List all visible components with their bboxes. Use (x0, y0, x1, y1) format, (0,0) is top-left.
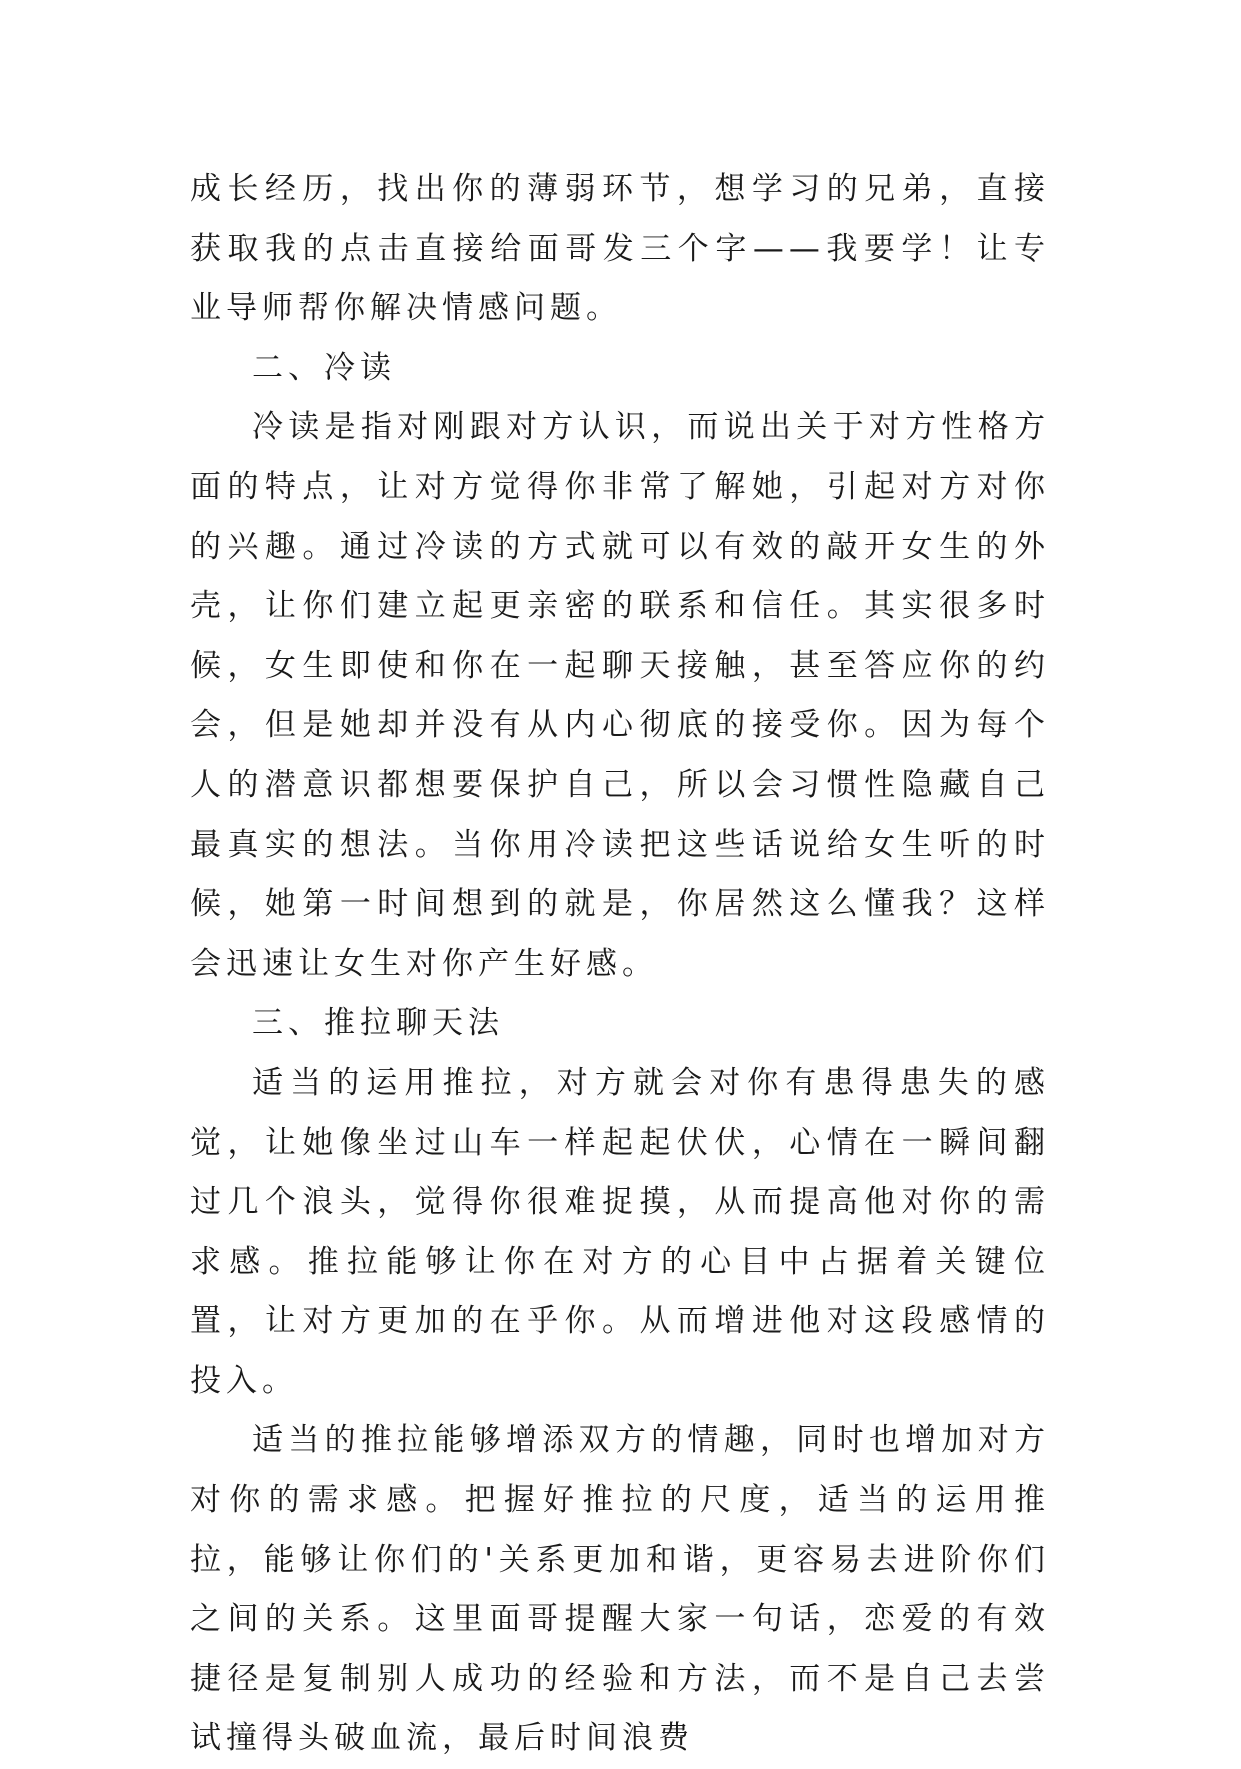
paragraph-continuation: 成长经历，找出你的薄弱环节，想学习的兄弟，直接获取我的点击直接给面哥发三个字——我要学！让专业导师帮你解决情感问题。 (190, 171, 1050, 327)
paragraph-push-pull-2: 适当的推拉能够增添双方的情趣，同时也增加对方对你的需求感。把握好推拉的尺度，适当的运用推拉，能够让你们的'关系更加和谐，更容易去进阶你们之间的关系。这里面哥提醒大家一句话，恋爱的有效捷径是复制别人成功的经验和方法，而不是自己去尝试撞得头破血流，最后时间浪费 (190, 1422, 1050, 1757)
section-heading-cold-reading: 二、冷读 (252, 349, 396, 386)
paragraph-cold-reading: 冷读是指对刚跟对方认识，而说出关于对方性格方面的特点，让对方觉得你非常了解她，引起对方对你的兴趣。通过冷读的方式就可以有效的敲开女生的外壳，让你们建立起更亲密的联系和信任。其实很多时候，女生即使和你在一起聊天接触，甚至答应你的约会，但是她却并没有从内心彻底的接受你。因为每个人的潜意识都想要保护自己，所以会习惯性隐藏自己最真实的想法。当你用冷读把这些话说给女生听的时候，她第一时间想到的就是，你居然这么懂我？这样会迅速让女生对你产生好感。 (190, 409, 1050, 982)
document-body (190, 160, 1050, 1769)
paragraph-push-pull-1: 适当的运用推拉，对方就会对你有患得患失的感觉，让她像坐过山车一样起起伏伏，心情在一瞬间翻过几个浪头，觉得你很难捉摸，从而提高他对你的需求感。推拉能够让你在对方的心目中占据着关键位置，让对方更加的在乎你。从而增进他对这段感情的投入。 (190, 1064, 1050, 1399)
section-heading-push-pull: 三、推拉聊天法 (252, 1005, 504, 1042)
